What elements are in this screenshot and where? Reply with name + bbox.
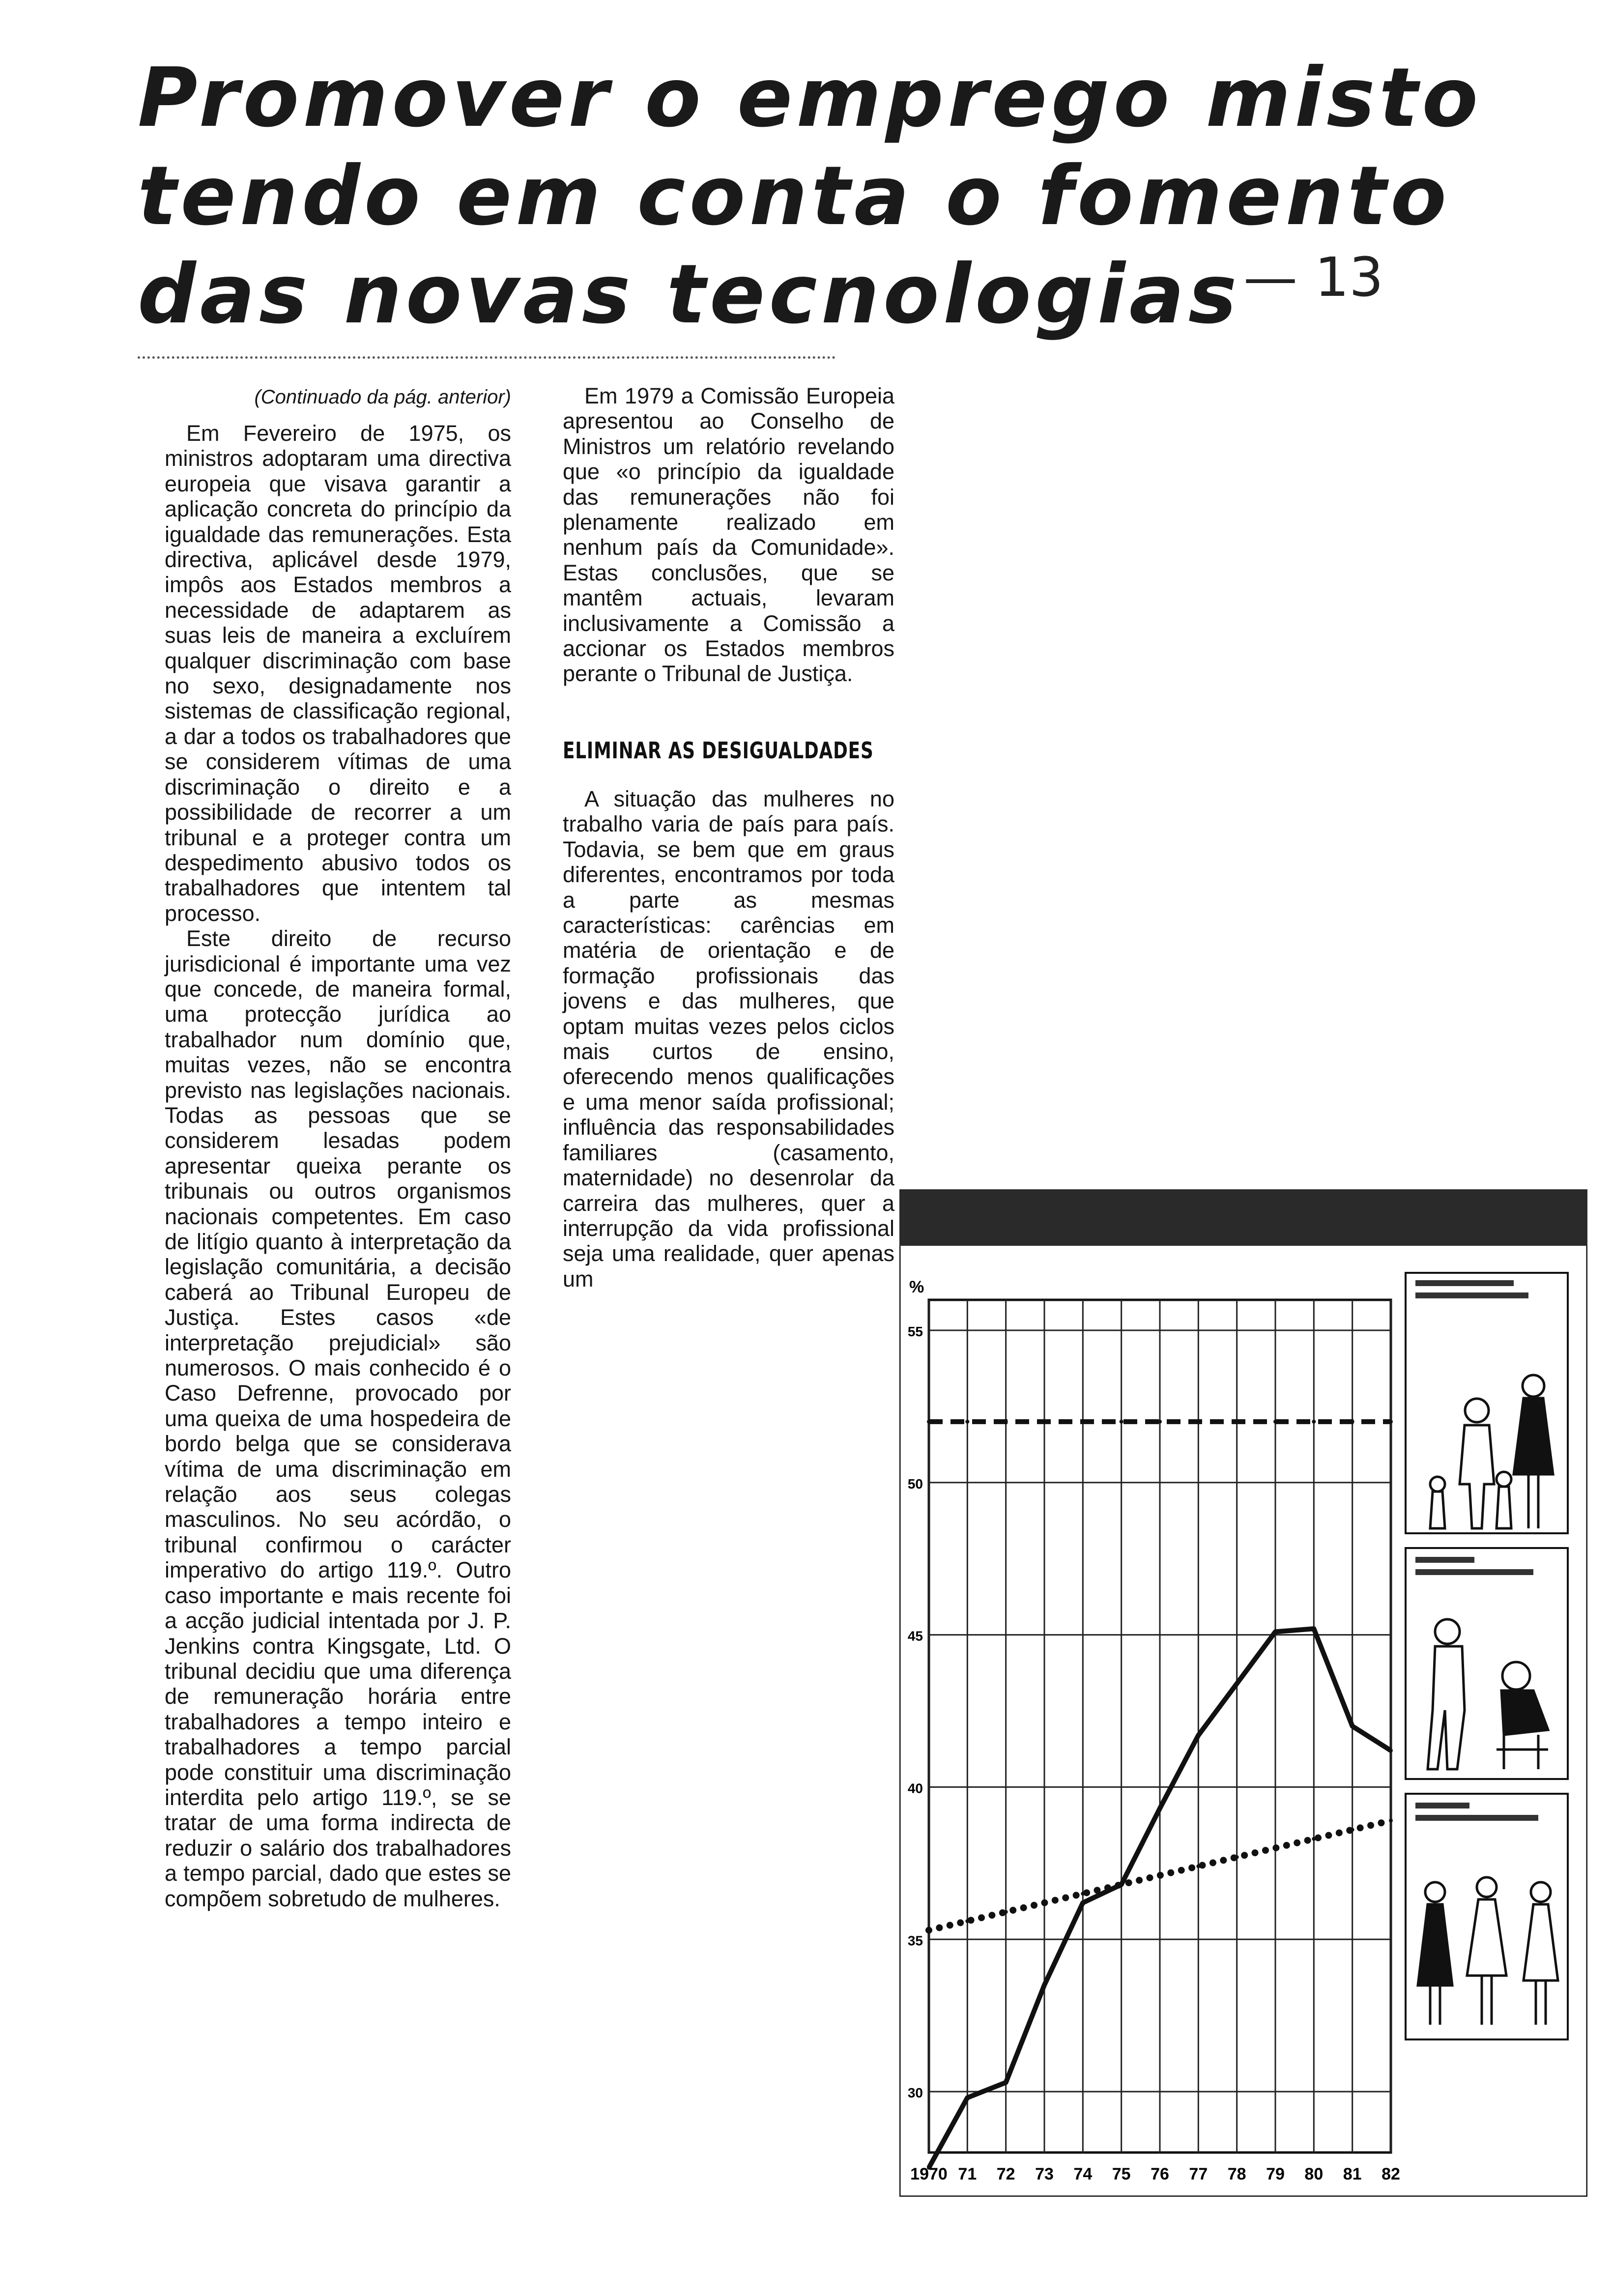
series-point-solid <box>1196 1733 1200 1737</box>
series-point-dotted <box>1158 1873 1162 1877</box>
headline-line-3: das novas tecnologias <box>138 247 1241 342</box>
series-point-dashed <box>1351 1420 1354 1424</box>
x-tick-label: 73 <box>1035 2165 1054 2183</box>
y-tick-label: 45 <box>907 1628 923 1644</box>
series-point-dotted <box>1235 1855 1239 1859</box>
x-tick-label: 80 <box>1304 2165 1324 2183</box>
series-point-dotted <box>1196 1865 1200 1868</box>
x-tick-label: 81 <box>1343 2165 1362 2183</box>
series-point-dashed <box>1273 1420 1277 1424</box>
x-tick-label: 79 <box>1266 2165 1285 2183</box>
x-tick-label: 77 <box>1189 2165 1208 2183</box>
article-column-1 <box>165 383 511 1911</box>
panel-total-population <box>1406 1273 1568 1533</box>
series-point-dotted <box>1120 1883 1123 1887</box>
series-point-dotted <box>965 1919 969 1923</box>
x-tick-label: 1970 <box>910 2165 948 2183</box>
series-point-dashed <box>1158 1420 1162 1424</box>
series-point-dotted <box>1273 1846 1277 1850</box>
series-point-solid <box>1158 1807 1162 1810</box>
x-tick-label: 72 <box>996 2165 1015 2183</box>
article-paragraph: A situação das mulheres no trabalho varia de país para país. Todavia, se bem que em graus diferentes, encontramos por toda a parte as mesmas características: carências em matéria de orientação e de formação profissionais das jovens e das mulheres, que optam muitas vezes pelos ciclos mais curtos de ensino, oferecendo menos qualificações e uma menor saída profissional; influência das responsabilidades familiares (casamento, maternidade) no desenrolar da carreira das mulheres, quer a interrupção da vida profissional seja uma realidade, quer apenas um <box>563 786 894 1292</box>
series-point-solid <box>1312 1627 1316 1631</box>
series-point-dotted <box>1389 1819 1393 1823</box>
x-tick-label: 71 <box>958 2165 977 2183</box>
article-column-2 <box>563 383 894 687</box>
y-axis-unit: % <box>909 1278 924 1296</box>
headline-line-2: tendo em conta o fomento <box>138 149 1451 244</box>
series-point-dotted <box>1042 1901 1046 1905</box>
series-point-dotted <box>1351 1828 1354 1832</box>
series-point-solid <box>1351 1724 1354 1728</box>
series-point-dashed <box>965 1420 969 1424</box>
series-point-dashed <box>1120 1420 1123 1424</box>
headline <box>138 49 1482 344</box>
series-point-solid <box>1389 1749 1393 1752</box>
handwritten-page-mark: — 13 <box>1243 246 1383 309</box>
y-tick-label: 50 <box>907 1476 923 1492</box>
headline-line-1: Promover o emprego misto <box>138 51 1482 145</box>
series-point-dashed <box>1196 1420 1200 1424</box>
series-point-solid <box>1042 1983 1046 1987</box>
x-tick-label: 75 <box>1112 2165 1131 2183</box>
panel-civil-active-population <box>1406 1794 1568 2039</box>
y-tick-label: 30 <box>907 2085 923 2101</box>
series-point-dashed <box>1389 1420 1393 1424</box>
series-point-solid <box>1235 1682 1239 1686</box>
series-point-dashed <box>927 1420 931 1424</box>
series-point-dotted <box>1081 1892 1085 1895</box>
x-tick-label: 74 <box>1073 2165 1093 2183</box>
section-subheading: ELIMINAR AS DESIGUALDADES <box>563 737 874 764</box>
series-point-dashed <box>1004 1420 1008 1424</box>
x-tick-label: 82 <box>1382 2165 1400 2183</box>
series-point-dashed <box>1081 1420 1085 1424</box>
x-tick-label: 78 <box>1227 2165 1246 2183</box>
y-tick-label: 40 <box>907 1780 923 1796</box>
continued-note: (Continuado da pág. anterior) <box>254 386 511 408</box>
series-point-dotted <box>927 1928 931 1932</box>
panel-registered-unemployment <box>1406 1548 1568 1779</box>
article-paragraph: Em Fevereiro de 1975, os ministros adoptaram uma directiva europeia que visava garantir a aplicação concreta do princípio da igualdade das remunerações. Esta directiva, aplicável desde 1979, impôs aos Estados membros a necessidade de adaptarem as suas leis de maneira a excluírem qualquer discriminação com base no sexo, designadamente nos sistemas de classificação regional, a dar a todos os trabalhadores que se considerem vítimas de uma discriminação o direito e a possibilidade de recorrer a um tribunal e a proteger contra um despedimento abusivo todos os trabalhadores que intentem tal processo. <box>165 421 511 926</box>
series-point-dashed <box>1042 1420 1046 1424</box>
series-point-solid <box>965 2095 969 2099</box>
article-column-3 <box>563 786 894 1292</box>
series-point-solid <box>1273 1630 1277 1634</box>
series-point-dashed <box>1312 1420 1316 1424</box>
series-point-dashed <box>1235 1420 1239 1424</box>
series-point-solid <box>1081 1901 1085 1905</box>
series-point-dotted <box>1004 1910 1008 1914</box>
article-paragraph: Em 1979 a Comissão Europeia apresentou ao Conselho de Ministros um relatório revelando que «o princípio da igualdade das remunerações não foi plenamente realizado em nenhum país da Comunidade». Estas conclusões, que se mantêm actuais, levaram inclusivamente a Comissão a accionar os Estados membros perante o Tribunal de Justiça. <box>563 383 894 687</box>
series-point-dotted <box>1312 1837 1316 1841</box>
chart-title-band <box>899 1189 1587 1246</box>
headline-rule <box>138 356 835 359</box>
y-tick-label: 35 <box>907 1933 923 1949</box>
x-tick-label: 76 <box>1151 2165 1169 2183</box>
y-tick-label: 55 <box>907 1323 923 1339</box>
series-point-solid <box>1004 2080 1008 2084</box>
article-paragraph: Este direito de recurso jurisdicional é importante uma vez que concede, de maneira formal, uma protecção jurídica ao trabalhador num domínio que, muitas vezes, não se encontra previsto nas legislações nacionais. Todas as pessoas que se considerem lesadas podem apresentar queixa perante os tribunais ou outros organismos nacionais competentes. Em caso de litígio quanto à interpretação da legislação comunitária, a decisão caberá ao Tribunal Europeu de Justiça. Estes casos «de interpretação prejudicial» são numerosos. O mais conhecido é o Caso Defrenne, provocado por uma queixa de uma hospedeira de bordo belga que se considerava vítima de uma discriminação em relação aos seus colegas masculinos. No seu acórdão, o tribunal confirmou o carácter imperativo do artigo 119.º. Outro caso importante e mais recente foi a acção judicial intentada por J. P. Jenkins contra Kingsgate, Ltd. O tribunal decidiu que uma diferença de remuneração horária entre trabalhadores a tempo inteiro e trabalhadores a tempo parcial pode constituir uma discriminação interdita pelo artigo 119.º, se se tratar de uma forma indirecta de reduzir o salário dos trabalhadores a tempo parcial, dado que estes se compõem sobretudo de mulheres. <box>165 926 511 1911</box>
women-employment-chart <box>899 1189 1587 2197</box>
